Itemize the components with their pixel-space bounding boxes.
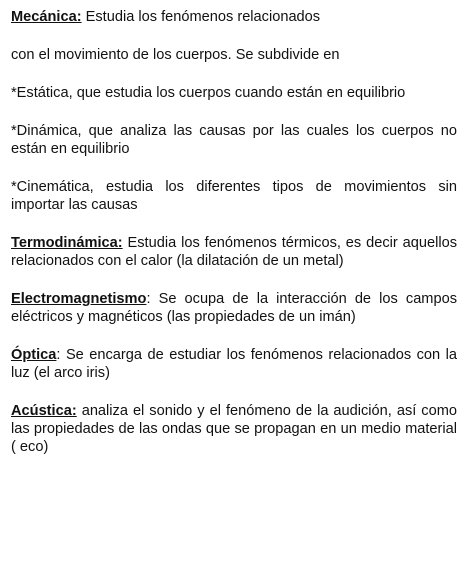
text-cinematica: *Cinemática, estudia los diferentes tipos de movimientos sin importar las causas — [11, 179, 457, 213]
paragraph-optica — [11, 346, 457, 382]
term-electromagnetismo: Electromagnetismo — [11, 291, 147, 307]
document-body — [11, 8, 457, 476]
term-optica: Óptica — [11, 347, 57, 363]
paragraph-electromagnetismo — [11, 290, 457, 326]
text-subdivide: con el movimiento de los cuerpos. Se subdivide en — [11, 47, 340, 63]
paragraph-dinamica — [11, 122, 457, 158]
text-estatica: *Estática, que estudia los cuerpos cuando están en equilibrio — [11, 85, 406, 101]
term-mecanica: Mecánica: — [11, 9, 82, 25]
paragraph-acustica — [11, 402, 457, 456]
paragraph-estatica — [11, 84, 457, 102]
text-acustica: analiza el sonido y el fenómeno de la audición, así como las propiedades de las ondas que se propagan en un medio material ( eco) — [11, 403, 457, 455]
paragraph-subdivide — [11, 46, 457, 64]
term-acustica: Acústica: — [11, 403, 77, 419]
paragraph-mecanica — [11, 8, 457, 26]
text-dinamica: *Dinámica, que analiza las causas por las cuales los cuerpos no están en equilibrio — [11, 123, 457, 157]
text-termodinamica: Estudia los fenómenos térmicos, es decir aquellos relacionados con el calor (la dilatación de un metal) — [11, 235, 457, 269]
text-electromagnetismo: : Se ocupa de la interacción de los campos eléctricos y magnéticos (las propiedades de un imán) — [11, 291, 457, 325]
paragraph-termodinamica — [11, 234, 457, 270]
paragraph-cinematica — [11, 178, 457, 214]
term-termodinamica: Termodinámica: — [11, 235, 123, 251]
text-optica: : Se encarga de estudiar los fenómenos relacionados con la luz (el arco iris) — [11, 347, 457, 381]
text-mecanica: Estudia los fenómenos relacionados — [81, 9, 321, 25]
